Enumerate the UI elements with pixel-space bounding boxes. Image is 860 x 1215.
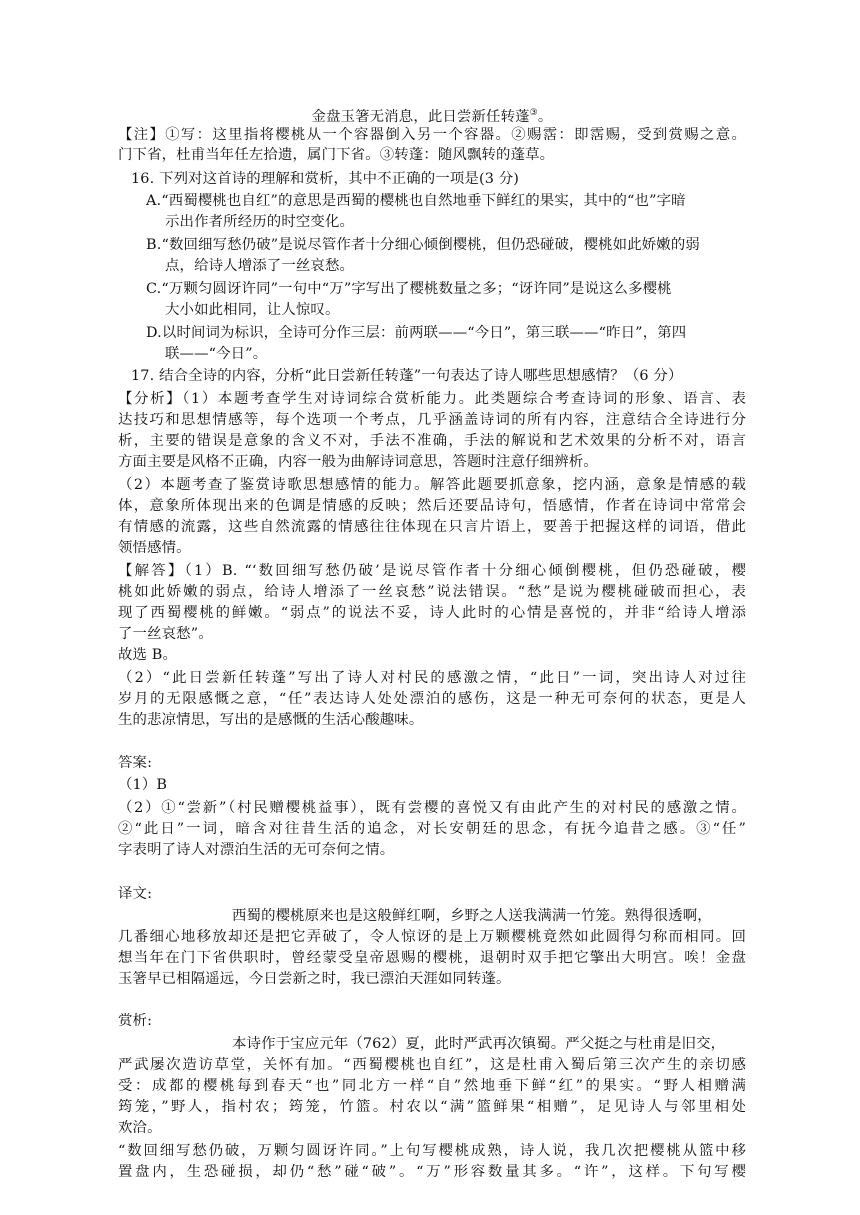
option-a-line: A.“西蜀樱桃也自红”的意思是西蜀的樱桃也自然地垂下鲜红的果实，其中的“也”字暗	[146, 193, 686, 209]
translation-line: 想当年在门下省供职时，曾经蒙受皇帝恩赐的樱桃，退朝时双手把它擎出大明宫。唉！金盘	[118, 950, 746, 966]
translation-line: 西蜀的樱桃原来也是这般鲜红啊，乡野之人送我满满一竹笼。熟得很透啊，	[232, 908, 712, 924]
answer-line: （1）B	[118, 777, 168, 793]
question-16-stem: 16. 下列对这首诗的理解和赏析，其中不正确的一项是(3 分)	[131, 171, 520, 187]
translation-label: 译文:	[118, 886, 153, 902]
appreciation-line: 受：成都的樱桃每到春天“也”同北方一样“自”然地垂下鲜“红”的果实。“野人相赠满	[118, 1078, 746, 1094]
poem-line-end: 。	[537, 109, 553, 125]
solution-line: 【解答】（1）B. “‘数回细写愁仍破’是说尽管作者十分细心倾倒樱桃，但仍恐碰破，樱	[118, 563, 746, 579]
translation-line: 玉箸早已相隔遥远，今日尝新之时，我已漂泊天涯如同转蓬。	[118, 971, 511, 987]
option-c-line: 大小如此相同，让人惊叹。	[165, 302, 340, 318]
appreciation-line: “数回细写愁仍破，万颗匀圆讶许同。”上句写樱桃成熟，诗人说，我几次把樱桃从篮中移	[118, 1143, 746, 1159]
option-c-line: C.“万颗匀圆讶许同”一句中“万”字写出了樱桃数量之多；“讶许同”是说这么多樱桃	[146, 281, 672, 297]
analysis-line: （2）本题考查了鉴赏诗歌思想感情的能力。解答此题要抓意象，挖内涵，意象是情感的载	[118, 477, 746, 493]
analysis-line: 方面主要是风格不正确，内容一般为曲解诗词意思，答题时注意仔细辨析。	[118, 454, 598, 470]
analysis-line: 析，主要的错误是意象的含义不对，手法不准确，手法的解说和艺术效果的分析不对，语言	[118, 433, 746, 449]
solution-line: 了一丝哀愁”。	[118, 626, 213, 642]
analysis-line: 达技巧和思想情感等，每个选项一个考点，几乎涵盖诗词的所有内容，注意结合全诗进行分	[118, 412, 746, 428]
solution-line: （2）“此日尝新任转蓬”写出了诗人对村民的感激之情，“此日”一词，突出诗人对过往	[118, 670, 746, 686]
question-17-stem: 17. 结合全诗的内容，分析“此日尝新任转蓬”一句表达了诗人哪些思想感情？（6 分）	[131, 368, 683, 384]
note-line: 【注】①写：这里指将樱桃从一个容器倒入另一个容器。②赐霑：即霑赐，受到赏赐之意。	[118, 127, 746, 143]
answer-line: ②“此日”一词，暗含对往昔生活的追念，对长安朝廷的思念，有抚今追昔之感。③“任”	[118, 821, 746, 837]
note-line: 门下省，杜甫当年任左拾遗，属门下省。③转蓬：随风飘转的蓬草。	[118, 147, 555, 163]
option-b-line: B.“数回细写愁仍破”是说尽管作者十分细心倾倒樱桃，但仍恐碰破，樱桃如此娇嫩的弱	[146, 237, 700, 253]
appreciation-line: 置盘内，生恐碰损，却仍“愁”碰“破”。“万”形容数量其多。“许”，这样。下句写樱	[118, 1164, 746, 1180]
answer-line: （2）①“尝新”（村民赠樱桃益事），既有尝樱的喜悦又有由此产生的对村民的感激之情。	[118, 800, 746, 816]
solution-line: 现了西蜀樱桃的鲜嫩。“弱点”的说法不妥，诗人此时的心情是喜悦的，并非“给诗人增添	[118, 605, 746, 621]
solution-line: 桃如此娇嫩的弱点，给诗人增添了一丝哀愁”说法错误。“愁”是说为樱桃碰破而担心，表	[118, 584, 746, 600]
analysis-line: 体，意象所体现出来的色调是情感的反映；然后还要品诗句，悟感情，作者在诗词中常常会	[118, 498, 746, 514]
poem-last-line	[118, 103, 746, 127]
solution-line: 岁月的无限感慨之意，“任”表达诗人处处漂泊的感伤，这是一种无可奈何的状态，更是人	[118, 691, 746, 707]
appreciation-line: 本诗作于宝应元年（762）夏，此时严武再次镇蜀。严父挺之与杜甫是旧交，	[232, 1036, 726, 1052]
option-d-line: D.以时间词为标识，全诗可分作三层：前两联——“今日”，第三联——“昨日”，第四	[146, 325, 687, 341]
poem-line-text: 金盘玉箸无消息，此日尝新任转蓬	[311, 109, 530, 125]
solution-line: 故选 B。	[118, 647, 178, 663]
answer-label: 答案:	[118, 755, 153, 771]
appreciation-line: 严武屡次造访草堂，关怀有加。“西蜀樱桃也自红”，这是杜甫入蜀后第三次产生的亲切感	[118, 1057, 746, 1073]
analysis-line: 领悟感情。	[118, 540, 191, 556]
solution-line: 生的悲凉情思，写出的是感慨的生活心酸趣味。	[118, 712, 424, 728]
appreciation-line: 筠笼，”野人，指村农；筠笼，竹篮。村农以“满”篮鲜果“相赠”，足见诗人与邻里相处	[118, 1099, 746, 1115]
option-a-line: 示出作者所经历的时空变化。	[165, 214, 355, 230]
option-d-line: 联——“今日”。	[165, 346, 268, 362]
appreciation-label: 赏析:	[118, 1013, 153, 1029]
answer-line: 字表明了诗人对漂泊生活的无可奈何之情。	[118, 842, 395, 858]
appreciation-line: 欢洽。	[118, 1120, 162, 1136]
analysis-line: 【分析】（1）本题考查学生对诗词综合赏析能力。此类题综合考查诗词的形象、语言、表	[118, 391, 746, 407]
analysis-line: 有情感的流露，这些自然流露的情感往往体现在只言片语上，要善于把握这样的词语，借此	[118, 519, 746, 535]
translation-line: 几番细心地移放却还是把它弄破了，令人惊讶的是上万颗樱桃竟然如此圆得匀称而相同。回	[118, 929, 746, 945]
footnote-marker: ③	[529, 108, 538, 118]
option-b-line: 点，给诗人增添了一丝哀愁。	[165, 258, 355, 274]
